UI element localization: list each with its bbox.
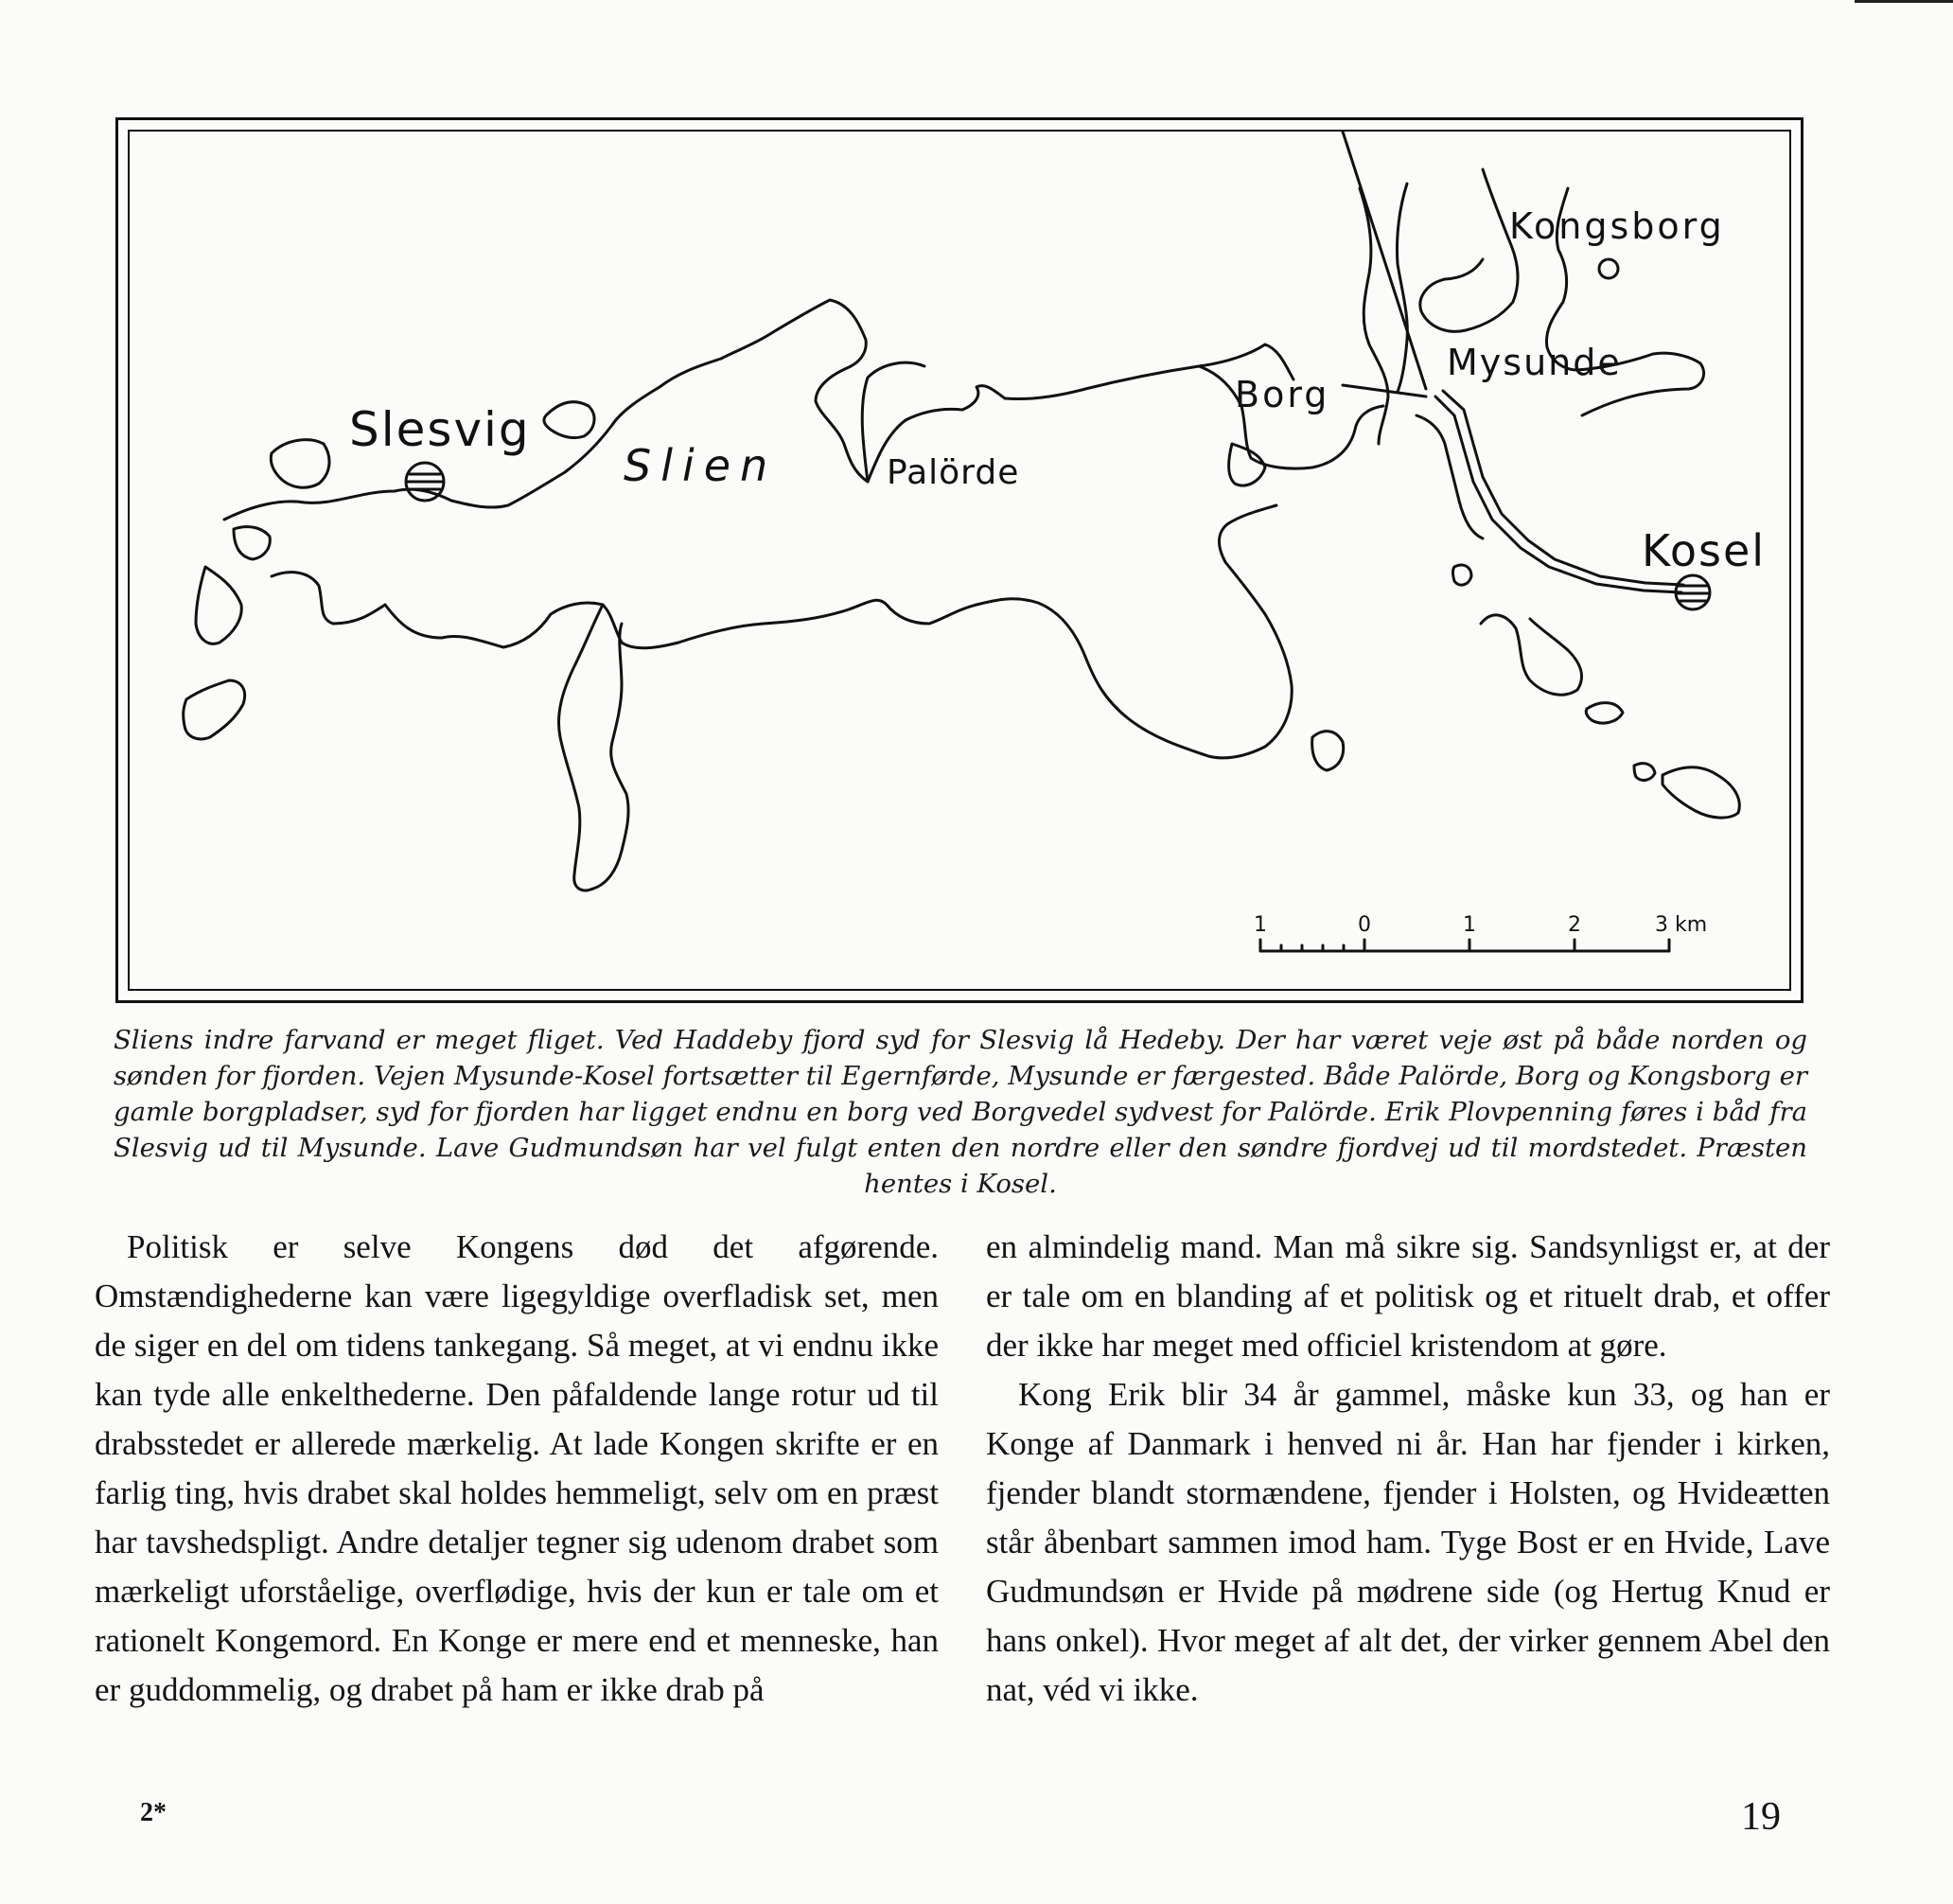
scale-label-3km: 3 km <box>1655 913 1708 937</box>
slesvig-bay <box>544 402 594 438</box>
ferry-line-1 <box>1343 132 1426 389</box>
scale-label-0: 0 <box>1358 913 1371 937</box>
map-label-kongsborg: Kongsborg <box>1509 205 1725 247</box>
paragraph: Politisk er selve Kongens død det afgørende. Omstændighederne kan være ligegyldige overfladisk set, men de siger en del om tidens tankegang. Så meget, at vi endnu ikke kan tyde alle enkelthederne. Den påfaldende lange rotur ud til drabsstedet er allerede mærkelig. At lade Kongen skrifte er en farlig ting, hvis drabet skal holdes hemmeligt, selv om en præst har tavshedspligt. Andre detaljer tegner sig udenom drabet som mærkeligt uforståelige, overflødige, hvis der kun er tale om et rationelt Kongemord. En Konge er mere end et menneske, han er guddommelig, og drabet på ham er ikke drab på <box>95 1228 939 1708</box>
islet-2 <box>234 527 270 559</box>
islet-6 <box>1634 764 1655 781</box>
south-inlet <box>558 605 628 890</box>
kosel-bay <box>1481 615 1582 695</box>
paragraph: en almindelig mand. Man må sikre sig. Sandsynligst er, at der er tale om en blanding af et politisk og et rituelt drab, et offer der ikke har meget med officiel kristendom at gøre. <box>986 1228 1830 1364</box>
south-small-bay <box>1312 732 1344 770</box>
map-drawing <box>130 132 1795 995</box>
islet-5 <box>1586 703 1623 723</box>
borg-inlet <box>1229 444 1265 485</box>
map-label-kosel: Kosel <box>1642 525 1767 576</box>
scale-label-1: 1 <box>1463 913 1476 937</box>
islet-4 <box>1453 565 1472 585</box>
fjord-south-shore <box>272 505 1292 758</box>
islet-1 <box>271 440 329 488</box>
ferry-line-2 <box>1343 385 1426 397</box>
scale-label-2: 2 <box>1568 913 1581 937</box>
signature-mark: 2* <box>140 1798 167 1827</box>
text-column-right <box>986 1223 1830 1715</box>
map-figure <box>115 117 1803 1003</box>
islet-7 <box>1663 767 1739 818</box>
scale-label-1-left: 1 <box>1254 913 1267 937</box>
map-label-mysunde: Mysunde <box>1447 342 1622 383</box>
page-number: 19 <box>1741 1795 1781 1839</box>
map-inner-frame <box>128 130 1791 991</box>
map-label-slien: Slien <box>624 440 778 491</box>
map-label-palorde: Palörde <box>887 453 1020 492</box>
islet-3 <box>184 680 245 739</box>
paragraph: Kong Erik blir 34 år gammel, måske kun 33, og han er Konge af Danmark i henved ni år. Han har fjender i kirken, fjender blandt stormændene, fjender i Holsten, og Hvideætten står åbenbart sammen imod ham. Tyge Bost er en Hvide, Lave Gudmundsøn er Hvide på mødrene side (og Hertug Knud er hans onkel). Hvor meget af alt det, der virker gennem Abel den nat, véd vi ikke. <box>986 1376 1830 1708</box>
west-bay <box>196 567 241 643</box>
mysunde-channel-east <box>1397 184 1407 392</box>
map-label-borg: Borg <box>1235 374 1330 415</box>
figure-caption: Sliens indre farvand er meget fliget. Ved Haddeby fjord syd for Slesvig lå Hedeby. Der har været veje øst på både norden og sønden for fjorden. Vejen Mysunde-Kosel fortsætter til Egernførde, Mysunde er færgested. Både Palörde, Borg og Kongsborg er gamle borgpladser, syd for fjorden har ligget endnu en borg ved Borgvedel sydvest for Palörde. Erik Plovpenning føres i båd fra Slesvig ud til Mysunde. Lave Gudmundsøn har vel fulgt enten den nordre eller den søndre fjordvej ud til mordstedet. Præsten hentes i Kosel. <box>114 1025 1807 1199</box>
text-column-left <box>95 1223 939 1715</box>
top-edge-line <box>1855 0 1953 3</box>
map-label-slesvig: Slesvig <box>349 402 531 457</box>
kongsborg-symbol <box>1599 259 1618 278</box>
kongsborg-peninsula <box>1420 169 1518 331</box>
